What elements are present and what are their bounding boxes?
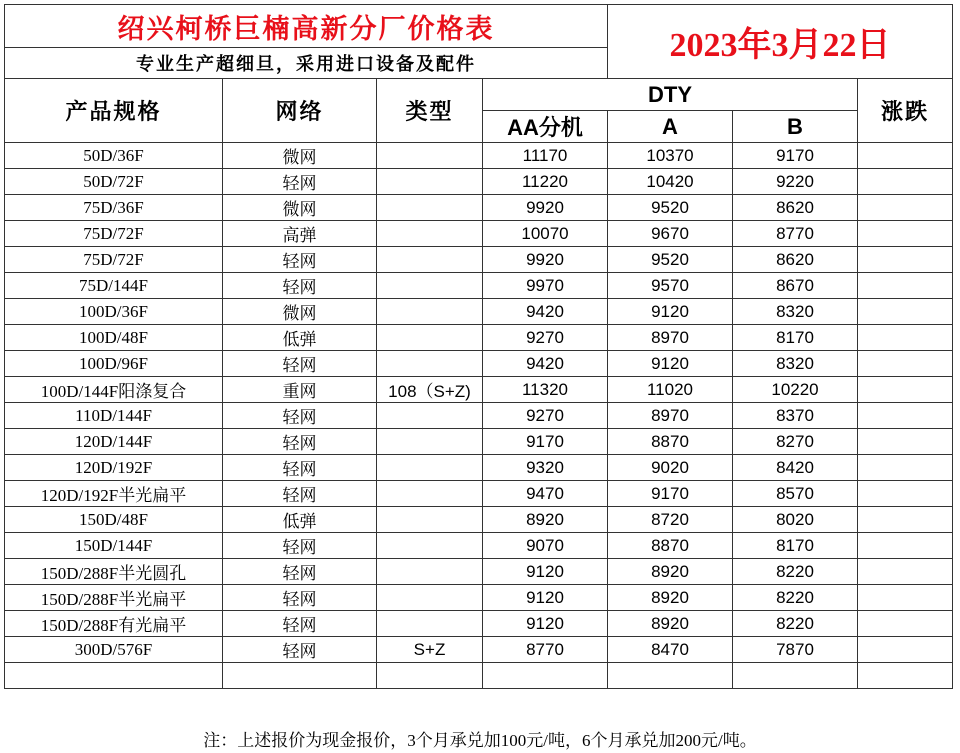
change-cell bbox=[858, 351, 953, 377]
price-a-cell: 11020 bbox=[608, 377, 733, 403]
price-b-cell: 8670 bbox=[733, 273, 858, 299]
footnote: 注：上述报价为现金报价，3个月承兑加100元/吨，6个月承兑加200元/吨。 bbox=[203, 731, 757, 750]
price-a-cell: 8920 bbox=[608, 559, 733, 585]
type-cell bbox=[377, 429, 483, 455]
price-a-cell: 9520 bbox=[608, 247, 733, 273]
type-cell bbox=[377, 455, 483, 481]
price-a-cell: 9670 bbox=[608, 221, 733, 247]
change-cell bbox=[858, 481, 953, 507]
spec-cell: 150D/288F有光扁平 bbox=[5, 611, 223, 637]
spec-cell: 150D/48F bbox=[5, 507, 223, 533]
price-a-cell: 10420 bbox=[608, 169, 733, 195]
price-b-cell: 8170 bbox=[733, 533, 858, 559]
network-cell: 高弹 bbox=[223, 221, 377, 247]
table-row bbox=[5, 377, 953, 403]
spec-cell: 75D/72F bbox=[5, 221, 223, 247]
table-row bbox=[5, 637, 953, 663]
price-a-cell: 9570 bbox=[608, 273, 733, 299]
change-cell bbox=[858, 195, 953, 221]
change-cell bbox=[858, 507, 953, 533]
price-b-cell: 8420 bbox=[733, 455, 858, 481]
column-header-aa: AA分机 bbox=[483, 111, 608, 143]
type-cell bbox=[377, 403, 483, 429]
price-aa-cell: 9120 bbox=[483, 585, 608, 611]
price-aa-cell: 9420 bbox=[483, 351, 608, 377]
price-aa-cell: 9120 bbox=[483, 559, 608, 585]
price-a-cell: 8970 bbox=[608, 403, 733, 429]
price-aa-cell: 9270 bbox=[483, 325, 608, 351]
change-cell bbox=[858, 455, 953, 481]
price-b-cell: 8220 bbox=[733, 559, 858, 585]
network-cell: 轻网 bbox=[223, 169, 377, 195]
network-cell: 轻网 bbox=[223, 403, 377, 429]
network-cell: 轻网 bbox=[223, 273, 377, 299]
change-cell bbox=[858, 611, 953, 637]
change-cell bbox=[858, 663, 953, 689]
spec-cell: 150D/288F半光圆孔 bbox=[5, 559, 223, 585]
column-header-type: 类型 bbox=[377, 79, 483, 143]
table-row bbox=[5, 481, 953, 507]
type-cell bbox=[377, 507, 483, 533]
price-a-cell: 8720 bbox=[608, 507, 733, 533]
network-cell: 轻网 bbox=[223, 585, 377, 611]
change-cell bbox=[858, 403, 953, 429]
table-row bbox=[5, 169, 953, 195]
price-a-cell: 8920 bbox=[608, 585, 733, 611]
price-b-cell: 9220 bbox=[733, 169, 858, 195]
spec-cell: 75D/72F bbox=[5, 247, 223, 273]
price-b-cell: 9170 bbox=[733, 143, 858, 169]
change-cell bbox=[858, 533, 953, 559]
price-aa-cell: 9070 bbox=[483, 533, 608, 559]
change-cell bbox=[858, 221, 953, 247]
table-row bbox=[5, 299, 953, 325]
change-cell bbox=[858, 585, 953, 611]
type-cell: S+Z bbox=[377, 637, 483, 663]
spec-cell: 75D/144F bbox=[5, 273, 223, 299]
spec-cell: 50D/36F bbox=[5, 143, 223, 169]
column-header-a: A bbox=[608, 111, 733, 143]
type-cell bbox=[377, 663, 483, 689]
price-aa-cell: 8770 bbox=[483, 637, 608, 663]
spec-cell: 50D/72F bbox=[5, 169, 223, 195]
price-aa-cell: 10070 bbox=[483, 221, 608, 247]
network-cell: 轻网 bbox=[223, 429, 377, 455]
price-aa-cell: 9270 bbox=[483, 403, 608, 429]
table-row bbox=[5, 611, 953, 637]
network-cell: 轻网 bbox=[223, 533, 377, 559]
network-cell: 微网 bbox=[223, 195, 377, 221]
table-row bbox=[5, 663, 953, 689]
spec-cell: 75D/36F bbox=[5, 195, 223, 221]
price-b-cell: 8270 bbox=[733, 429, 858, 455]
table-row bbox=[5, 429, 953, 455]
type-cell bbox=[377, 351, 483, 377]
type-cell bbox=[377, 247, 483, 273]
price-a-cell: 9020 bbox=[608, 455, 733, 481]
type-cell bbox=[377, 221, 483, 247]
price-aa-cell: 11170 bbox=[483, 143, 608, 169]
table-row bbox=[5, 351, 953, 377]
price-b-cell: 8620 bbox=[733, 195, 858, 221]
network-cell: 轻网 bbox=[223, 481, 377, 507]
table-row bbox=[5, 247, 953, 273]
change-cell bbox=[858, 247, 953, 273]
spec-cell: 300D/576F bbox=[5, 637, 223, 663]
table-row bbox=[5, 273, 953, 299]
price-aa-cell: 9470 bbox=[483, 481, 608, 507]
change-cell bbox=[858, 325, 953, 351]
price-b-cell bbox=[733, 663, 858, 689]
price-a-cell: 8870 bbox=[608, 533, 733, 559]
column-header-change: 涨跌 bbox=[858, 79, 953, 143]
price-aa-cell: 9970 bbox=[483, 273, 608, 299]
price-aa-cell: 11220 bbox=[483, 169, 608, 195]
price-a-cell: 9120 bbox=[608, 299, 733, 325]
type-cell bbox=[377, 559, 483, 585]
price-a-cell: 8970 bbox=[608, 325, 733, 351]
change-cell bbox=[858, 637, 953, 663]
price-b-cell: 8020 bbox=[733, 507, 858, 533]
spec-cell: 120D/192F半光扁平 bbox=[5, 481, 223, 507]
column-header-b: B bbox=[733, 111, 858, 143]
type-cell: 108（S+Z) bbox=[377, 377, 483, 403]
spec-cell: 150D/144F bbox=[5, 533, 223, 559]
network-cell: 轻网 bbox=[223, 611, 377, 637]
type-cell bbox=[377, 585, 483, 611]
change-cell bbox=[858, 169, 953, 195]
change-cell bbox=[858, 299, 953, 325]
price-aa-cell: 9920 bbox=[483, 195, 608, 221]
spec-cell: 120D/192F bbox=[5, 455, 223, 481]
spec-cell: 100D/144F阳涤复合 bbox=[5, 377, 223, 403]
network-cell: 轻网 bbox=[223, 351, 377, 377]
spec-cell: 100D/96F bbox=[5, 351, 223, 377]
type-cell bbox=[377, 299, 483, 325]
change-cell bbox=[858, 429, 953, 455]
network-cell: 轻网 bbox=[223, 637, 377, 663]
type-cell bbox=[377, 325, 483, 351]
change-cell bbox=[858, 559, 953, 585]
price-a-cell: 9120 bbox=[608, 351, 733, 377]
table-row bbox=[5, 221, 953, 247]
spec-cell: 100D/36F bbox=[5, 299, 223, 325]
network-cell: 轻网 bbox=[223, 559, 377, 585]
spec-cell: 120D/144F bbox=[5, 429, 223, 455]
network-cell: 低弹 bbox=[223, 325, 377, 351]
price-b-cell: 8620 bbox=[733, 247, 858, 273]
network-cell: 轻网 bbox=[223, 247, 377, 273]
price-b-cell: 8770 bbox=[733, 221, 858, 247]
change-cell bbox=[858, 143, 953, 169]
price-b-cell: 8370 bbox=[733, 403, 858, 429]
type-cell bbox=[377, 195, 483, 221]
price-a-cell bbox=[608, 663, 733, 689]
spec-cell: 150D/288F半光扁平 bbox=[5, 585, 223, 611]
price-b-cell: 8320 bbox=[733, 299, 858, 325]
table-row bbox=[5, 325, 953, 351]
price-a-cell: 8920 bbox=[608, 611, 733, 637]
type-cell bbox=[377, 169, 483, 195]
price-b-cell: 10220 bbox=[733, 377, 858, 403]
table-row bbox=[5, 559, 953, 585]
price-aa-cell: 11320 bbox=[483, 377, 608, 403]
price-a-cell: 10370 bbox=[608, 143, 733, 169]
price-aa-cell: 9320 bbox=[483, 455, 608, 481]
network-cell: 微网 bbox=[223, 299, 377, 325]
price-b-cell: 8220 bbox=[733, 611, 858, 637]
change-cell bbox=[858, 273, 953, 299]
spec-cell bbox=[5, 663, 223, 689]
table-row bbox=[5, 195, 953, 221]
price-a-cell: 9520 bbox=[608, 195, 733, 221]
type-cell bbox=[377, 273, 483, 299]
price-date: 2023年3月22日 bbox=[608, 5, 953, 79]
price-b-cell: 8220 bbox=[733, 585, 858, 611]
type-cell bbox=[377, 143, 483, 169]
network-cell: 重网 bbox=[223, 377, 377, 403]
price-a-cell: 8870 bbox=[608, 429, 733, 455]
price-b-cell: 8170 bbox=[733, 325, 858, 351]
price-aa-cell: 9170 bbox=[483, 429, 608, 455]
spec-cell: 100D/48F bbox=[5, 325, 223, 351]
page-title: 绍兴柯桥巨楠高新分厂价格表 bbox=[5, 5, 608, 48]
network-cell: 微网 bbox=[223, 143, 377, 169]
price-table bbox=[4, 4, 953, 689]
column-group-dty: DTY bbox=[483, 79, 858, 111]
type-cell bbox=[377, 481, 483, 507]
price-b-cell: 7870 bbox=[733, 637, 858, 663]
network-cell: 轻网 bbox=[223, 455, 377, 481]
price-a-cell: 9170 bbox=[608, 481, 733, 507]
column-header-spec: 产品规格 bbox=[5, 79, 223, 143]
type-cell bbox=[377, 611, 483, 637]
price-aa-cell bbox=[483, 663, 608, 689]
price-b-cell: 8570 bbox=[733, 481, 858, 507]
price-a-cell: 8470 bbox=[608, 637, 733, 663]
page-subtitle: 专业生产超细旦，采用进口设备及配件 bbox=[5, 48, 608, 79]
price-aa-cell: 9120 bbox=[483, 611, 608, 637]
spec-cell: 110D/144F bbox=[5, 403, 223, 429]
network-cell bbox=[223, 663, 377, 689]
table-row bbox=[5, 507, 953, 533]
table-row bbox=[5, 403, 953, 429]
type-cell bbox=[377, 533, 483, 559]
price-aa-cell: 8920 bbox=[483, 507, 608, 533]
price-aa-cell: 9420 bbox=[483, 299, 608, 325]
change-cell bbox=[858, 377, 953, 403]
table-row bbox=[5, 585, 953, 611]
price-aa-cell: 9920 bbox=[483, 247, 608, 273]
table-row bbox=[5, 143, 953, 169]
price-b-cell: 8320 bbox=[733, 351, 858, 377]
table-row bbox=[5, 533, 953, 559]
network-cell: 低弹 bbox=[223, 507, 377, 533]
table-row bbox=[5, 455, 953, 481]
column-header-network: 网络 bbox=[223, 79, 377, 143]
